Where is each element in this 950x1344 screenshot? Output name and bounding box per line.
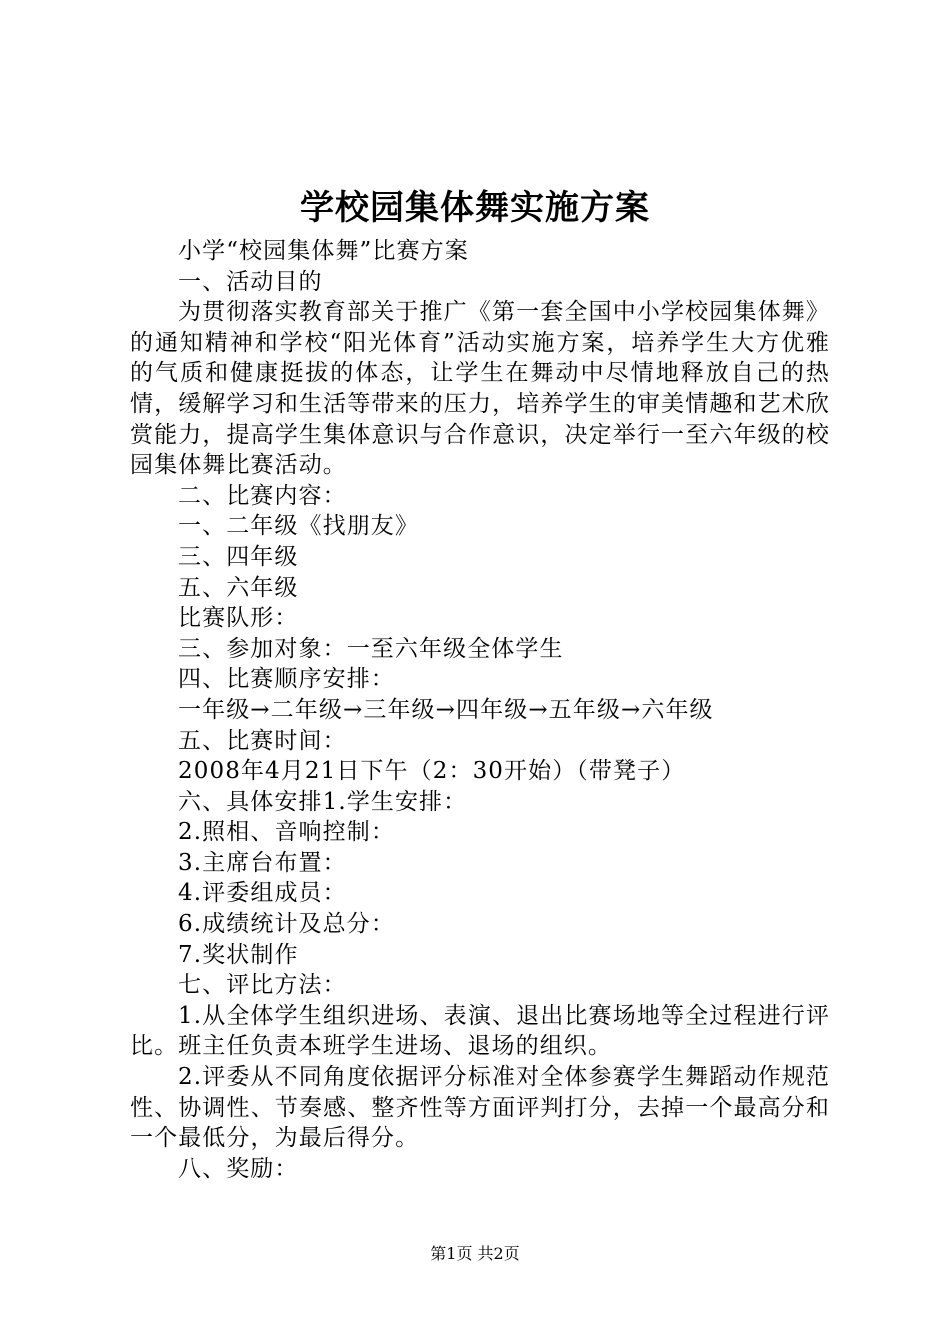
section-heading-arrangement: 六、具体安排1.学生安排：	[178, 788, 468, 815]
document-body	[130, 236, 830, 1184]
section-heading-evaluation: 七、评比方法：	[178, 972, 347, 999]
list-item: 6.成绩统计及总分：	[178, 911, 395, 938]
list-item: 五、六年级	[178, 574, 299, 601]
list-item: 三、四年级	[178, 543, 299, 570]
page-footer: 第1页 共2页	[430, 1244, 520, 1263]
document-title: 学校园集体舞实施方案	[300, 188, 650, 228]
list-item: 4.评委组成员：	[178, 880, 347, 907]
section-heading-content: 二、比赛内容：	[178, 482, 347, 509]
section-heading-order: 四、比赛顺序安排：	[178, 666, 395, 693]
paragraph-subtitle: 小学“校园集体舞”比赛方案	[178, 238, 469, 264]
paragraph-evaluation-2: 2.评委从不同角度依据评分标准对全体参赛学生舞蹈动作规范性、协调性、节奏感、整齐性等方面评判打分，去掉一个最高分和一个最低分，为最后得分。	[130, 1064, 830, 1152]
section-heading-participants: 三、参加对象：一至六年级全体学生	[178, 635, 564, 662]
list-item: 3.主席台布置：	[178, 849, 347, 876]
paragraph-time: 2008年4月21日下午（2：30开始）（带凳子）	[178, 758, 686, 785]
section-heading-purpose: 一、活动目的	[178, 268, 323, 295]
list-item: 2.照相、音响控制：	[178, 819, 395, 846]
section-heading-rewards: 八、奖励：	[178, 1155, 299, 1182]
list-item: 7.奖状制作	[178, 941, 299, 968]
list-item: 一、二年级《找朋友》	[178, 513, 419, 540]
paragraph-evaluation-1: 1.从全体学生组织进场、表演、退出比赛场地等全过程进行评比。班主任负责本班学生进场、退场的组织。	[130, 1002, 830, 1060]
paragraph-purpose: 为贯彻落实教育部关于推广《第一套全国中小学校园集体舞》的通知精神和学校“阳光体育”活动实施方案，培养学生大方优雅的气质和健康挺拔的体态，让学生在舞动中尽情地释放自己的热情，缓解学习和生活等带来的压力，培养学生的审美情趣和艺术欣赏能力，提高学生集体意识与合作意识，决定举行一至六年级的校园集体舞比赛活动。	[130, 299, 830, 479]
paragraph-order: 一年级→二年级→三年级→四年级→五年级→六年级	[178, 696, 714, 723]
list-item: 比赛队形：	[178, 605, 299, 632]
section-heading-time: 五、比赛时间：	[178, 727, 347, 754]
